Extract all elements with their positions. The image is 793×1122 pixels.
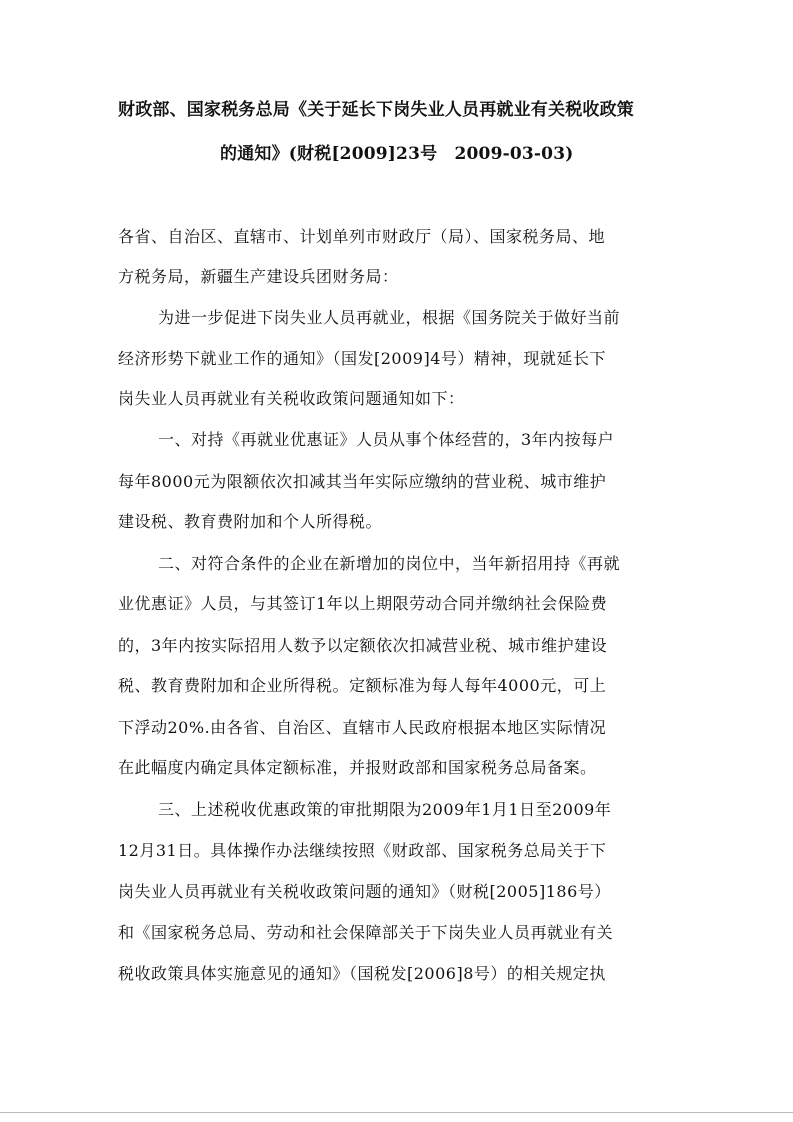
paragraph-5-line-1: 三、上述税收优惠政策的审批期限为2009年1月1日至2009年 <box>158 800 612 819</box>
paragraph-2-line-2: 经济形势下就业工作的通知》（国发[2009]4号）精神，现就延长下 <box>118 349 606 368</box>
paragraph-4-line-3: 的，3年内按实际招用人数予以定额依次扣减营业税、城市维护建设 <box>118 636 608 655</box>
paragraph-2-line-1: 为进一步促进下岗失业人员再就业，根据《国务院关于做好当前 <box>158 308 621 327</box>
paragraph-5-line-4: 和《国家税务总局、劳动和社会保障部关于下岗失业人员再就业有关 <box>118 923 614 942</box>
paragraph-5-line-2: 12月31日。具体操作办法继续按照《财政部、国家税务总局关于下 <box>118 841 607 860</box>
paragraph-4-line-5: 下浮动20%.由各省、自治区、直辖市人民政府根据本地区实际情况 <box>118 718 607 737</box>
paragraph-2-line-3: 岗失业人员再就业有关税收政策问题通知如下： <box>118 389 465 408</box>
paragraph-4-line-6: 在此幅度内确定具体定额标准，并报财政部和国家税务总局备案。 <box>118 758 597 777</box>
paragraph-5-line-3: 岗失业人员再就业有关税收政策问题的通知》（财税[2005]186号） <box>118 882 611 901</box>
paragraph-1-line-2: 方税务局，新疆生产建设兵团财务局： <box>118 267 399 286</box>
paragraph-3-line-2: 每年8000元为限额依次扣减其当年实际应缴纳的营业税、城市维护 <box>118 472 607 491</box>
paragraph-3-line-1: 一、对持《再就业优惠证》人员从事个体经营的，3年内按每户 <box>158 430 615 449</box>
document-title-line-2: 的通知》(财税[2009]23号 2009-03-03) <box>220 144 574 164</box>
paragraph-4-line-2: 业优惠证》人员，与其签订1年以上期限劳动合同并缴纳社会保险费 <box>118 594 608 613</box>
paragraph-1-line-1: 各省、自治区、直辖市、计划单列市财政厅（局）、国家税务局、地 <box>118 227 606 246</box>
document-title-line-1: 财政部、国家税务总局《关于延长下岗失业人员再就业有关税收政策 <box>118 100 634 120</box>
paragraph-5-line-5: 税收政策具体实施意见的通知》（国税发[2006]8号）的相关规定执 <box>118 964 606 983</box>
page-bottom-rule <box>0 1112 793 1113</box>
paragraph-3-line-3: 建设税、教育费附加和个人所得税。 <box>118 512 383 531</box>
paragraph-4-line-1: 二、对符合条件的企业在新增加的岗位中，当年新招用持《再就 <box>158 554 621 573</box>
paragraph-4-line-4: 税、教育费附加和企业所得税。定额标准为每人每年4000元，可上 <box>118 676 607 695</box>
